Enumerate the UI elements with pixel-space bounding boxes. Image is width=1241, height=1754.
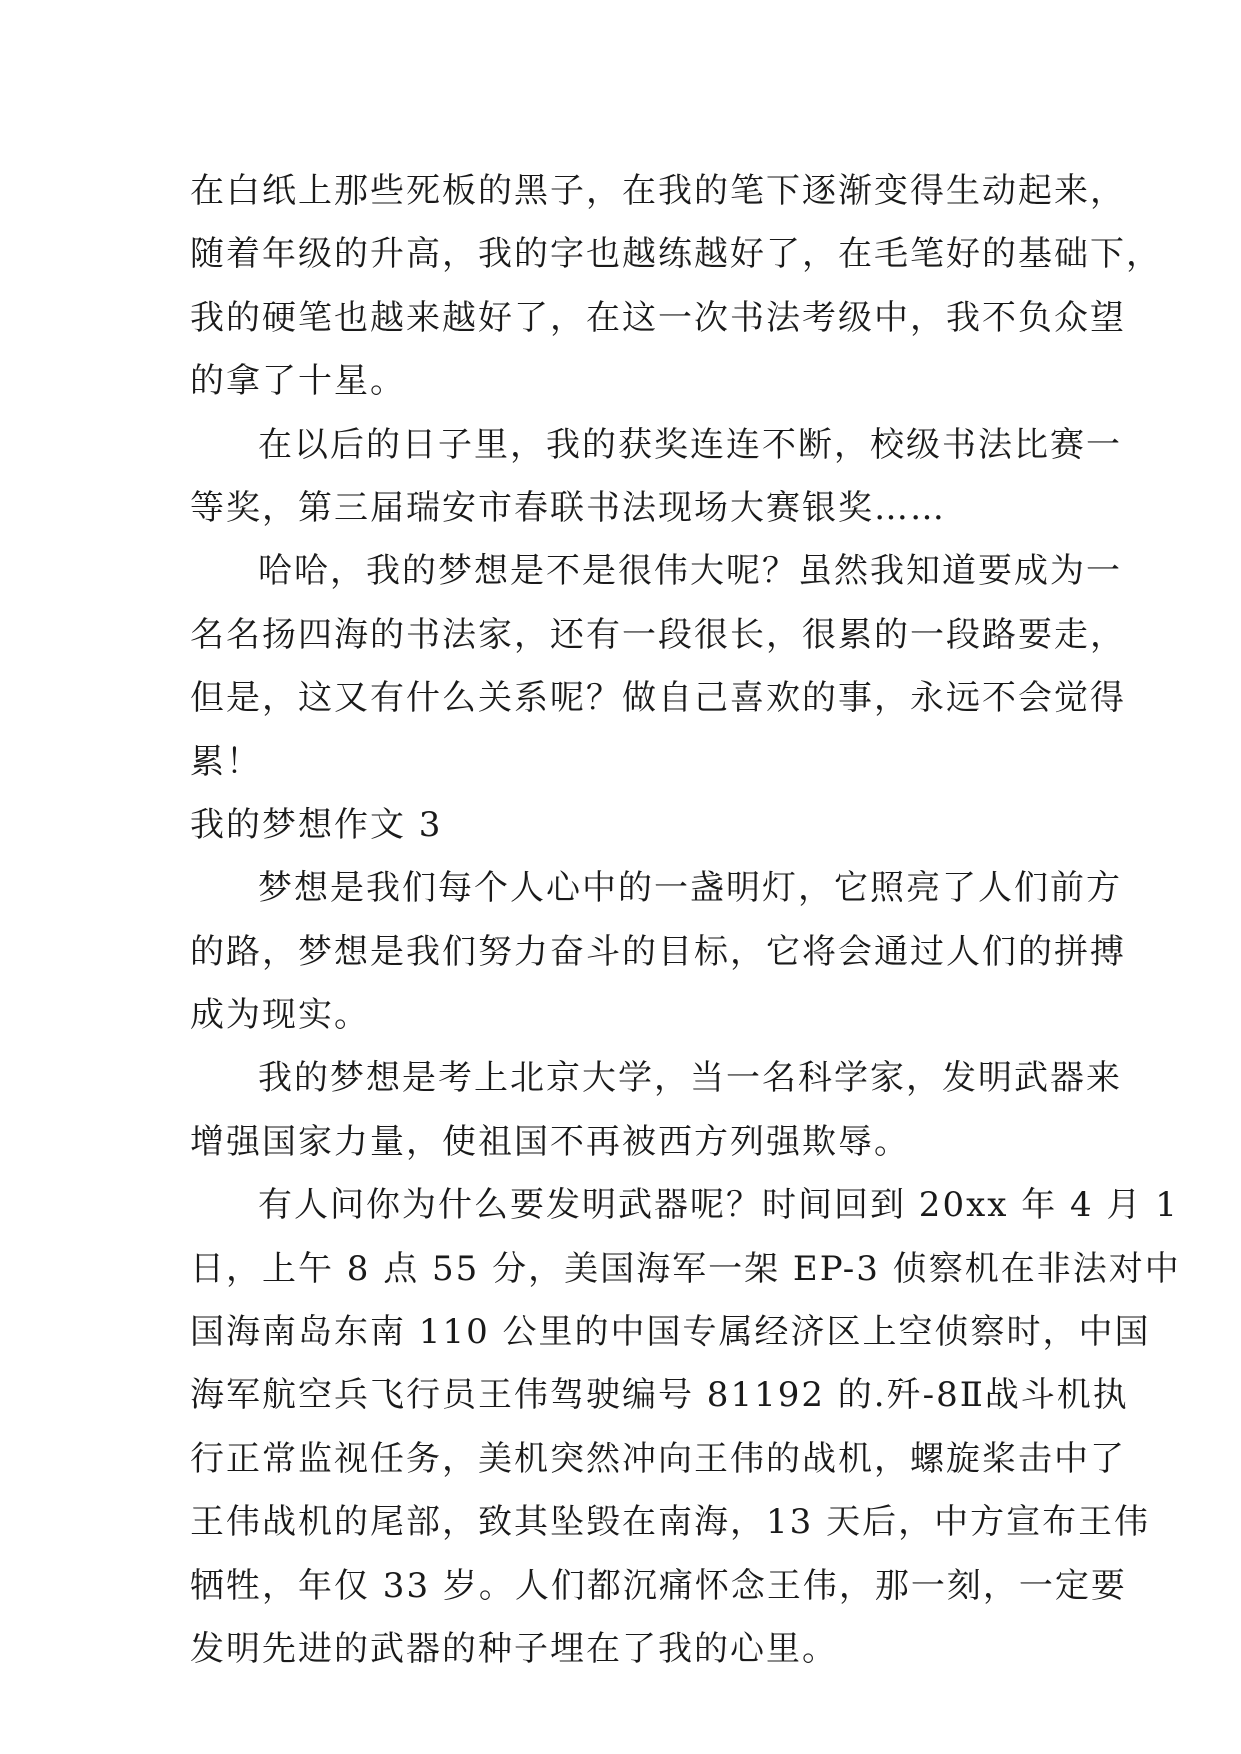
text-line-19: 国海南岛东南 110 公里的中国专属经济区上空侦察时，中国 — [190, 1312, 1151, 1353]
text-line-14: 成为现实。 — [190, 995, 370, 1036]
text-line-6: 等奖，第三届瑞安市春联书法现场大赛银奖…… — [190, 487, 946, 528]
text-line-22: 王伟战机的尾部，致其坠毁在南海，13 天后，中方宣布王伟 — [190, 1502, 1151, 1543]
text-line-2: 随着年级的升高，我的字也越练越好了，在毛笔好的基础下， — [190, 234, 1162, 275]
text-line-18: 日，上午 8 点 55 分，美国海军一架 EP-3 侦察机在非法对中 — [190, 1248, 1181, 1289]
text-line-3: 我的硬笔也越来越好了，在这一次书法考级中，我不负众望 — [190, 297, 1126, 338]
text-line-8: 名名扬四海的书法家，还有一段很长，很累的一段路要走， — [190, 614, 1126, 655]
section-heading: 我的梦想作文 3 — [190, 804, 443, 845]
paragraph-start-line-7: 哈哈，我的梦想是不是很伟大呢？虽然我知道要成为一 — [258, 551, 1122, 592]
text-line-20: 海军航空兵飞行员王伟驾驶编号 81192 的.歼-8Ⅱ战斗机执 — [190, 1375, 1129, 1416]
text-line-1: 在白纸上那些死板的黑子，在我的笔下逐渐变得生动起来， — [190, 171, 1126, 211]
paragraph-start-line-12: 梦想是我们每个人心中的一盏明灯，它照亮了人们前方 — [258, 868, 1122, 909]
paragraph-start-line-15: 我的梦想是考上北京大学，当一名科学家，发明武器来 — [258, 1058, 1122, 1099]
paragraph-start-line-5: 在以后的日子里，我的获奖连连不断，校级书法比赛一 — [258, 424, 1122, 465]
text-line-16: 增强国家力量，使祖国不再被西方列强欺辱。 — [190, 1121, 910, 1162]
text-line-21: 行正常监视任务，美机突然冲向王伟的战机，螺旋桨击中了 — [190, 1438, 1126, 1479]
text-line-13: 的路，梦想是我们努力奋斗的目标，它将会通过人们的拼搏 — [190, 931, 1126, 972]
text-line-4: 的拿了十星。 — [190, 361, 406, 402]
document-page — [190, 160, 1181, 1681]
text-line-10: 累！ — [190, 741, 262, 782]
paragraph-start-line-17: 有人问你为什么要发明武器呢？时间回到 20xx 年 4 月 1 — [258, 1185, 1179, 1226]
text-line-24: 发明先进的武器的种子埋在了我的心里。 — [190, 1628, 838, 1669]
text-line-23: 牺牲，年仅 33 岁。人们都沉痛怀念王伟，那一刻，一定要 — [190, 1565, 1127, 1606]
text-line-9: 但是，这又有什么关系呢？做自己喜欢的事，永远不会觉得 — [190, 678, 1126, 719]
